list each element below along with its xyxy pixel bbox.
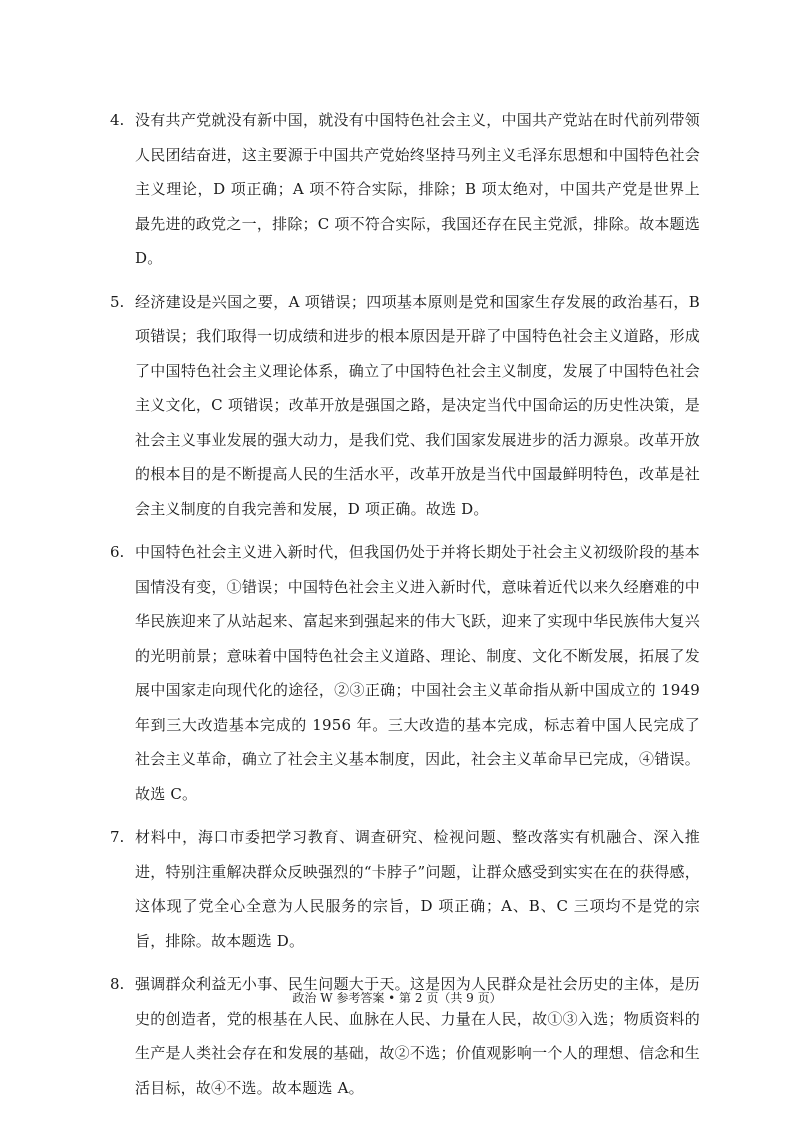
answer-text: 中国特色社会主义进入新时代，但我国仍处于并将长期处于社会主义初级阶段的基本国情没有变，①错误；中国特色社会主义进入新时代，意味着近代以来久经磨难的中华民族迎来了从站起来、富起来到强起来的伟大飞跃，迎来了实现中华民族伟大复兴的光明前景；意味着中国特色社会主义道路、理论、制度、文化不断发展，拓展了发展中国家走向现代化的途径，②③正确；中国社会主义革命指从新中国成立的 1949 年到三大改造基本完成的 1956 年。三大改造的基本完成，标志着中国人民完成了社会主义革命，确立了社会主义基本制度，因此，社会主义革命早已完成，④错误。故选 C。 [135,543,700,803]
answer-list [110,103,700,1114]
answer-text: 没有共产党就没有新中国，就没有中国特色社会主义，中国共产党站在时代前列带领人民团结奋进，这主要源于中国共产党始终坚持马列主义毛泽东思想和中国特色社会主义理论，D 项正确；A 项不符合实际，排除；B 项太绝对，中国共产党是世界上最先进的政党之一，排除；C 项不符合实际，我国还存在民主党派，排除。故本题选 D。 [135,111,700,267]
answer-text: 经济建设是兴国之要，A 项错误；四项基本原则是党和国家生存发展的政治基石，B 项错误；我们取得一切成绩和进步的根本原因是开辟了中国特色社会主义道路，形成了中国特色社会主义理论体系，确立了中国特色社会主义制度，发展了中国特色社会主义文化，C 项错误；改革开放是强国之路，是决定当代中国命运的历史性决策，是社会主义事业发展的强大动力，是我们党、我们国家发展进步的活力源泉。改革开放的根本目的是不断提高人民的生活水平，改革开放是当代中国最鲜明特色，改革是社会主义制度的自我完善和发展，D 项正确。故选 D。 [135,292,700,518]
answer-text: 强调群众利益无小事、民生问题大于天。这是因为人民群众是社会历史的主体，是历史的创造者，党的根基在人民、血脉在人民、力量在人民，故①③入选；物质资料的生产是人类社会存在和发展的基础，故②不选；价值观影响一个人的理想、信念和生活目标，故④不选。故本题选 A。 [135,975,700,1097]
answer-number: 7. [110,828,125,846]
answer-number: 5. [110,292,125,311]
page-footer: 政治 W 参考答案 • 第 2 页（共 9 页） [292,991,502,1005]
answer-text: 材料中，海口市委把学习教育、调查研究、检视问题、整改落实有机融合、深入推进，特别注重解决群众反映强烈的“卡脖子”问题，让群众感受到实实在在的获得感，这体现了党全心全意为人民服务的宗旨，D 项正确；A、B、C 三项均不是党的宗旨，排除。故本题选 D。 [135,828,700,950]
answer-number: 4. [110,111,125,129]
answer-number: 8. [110,975,125,993]
answer-item-5 [110,285,700,527]
answer-item-8 [110,967,700,1105]
answer-number: 6. [110,543,125,561]
answer-item-4 [110,103,700,276]
answer-item-7 [110,820,700,958]
answer-item-6 [110,535,700,811]
